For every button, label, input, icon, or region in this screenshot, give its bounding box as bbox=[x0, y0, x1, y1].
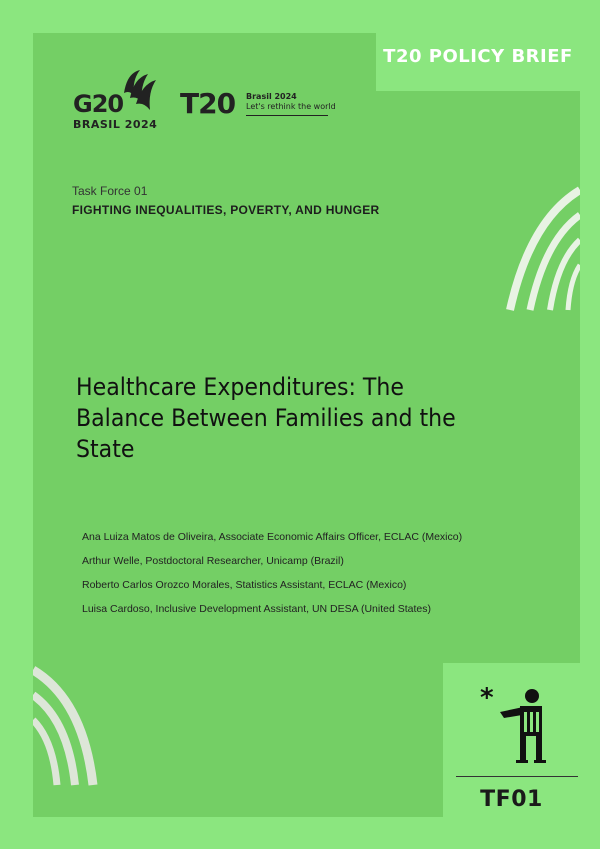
title-line: Healthcare Expenditures: The bbox=[76, 373, 404, 401]
task-force-theme: FIGHTING INEQUALITIES, POVERTY, AND HUNGER bbox=[72, 203, 380, 217]
author-item: Luisa Cardoso, Inclusive Development Assistant, UN DESA (United States) bbox=[82, 603, 431, 615]
svg-text:*: * bbox=[480, 684, 494, 713]
task-force-label: Task Force 01 bbox=[72, 184, 148, 198]
policy-brief-label: T20 POLICY BRIEF bbox=[383, 46, 573, 67]
document-title bbox=[76, 372, 481, 465]
t20-logo-rule bbox=[246, 115, 328, 116]
g20-logo-text: G20 bbox=[73, 90, 124, 118]
author-item: Arthur Welle, Postdoctoral Researcher, Unicamp (Brazil) bbox=[82, 555, 344, 567]
decorative-arcs-right-icon bbox=[490, 180, 580, 320]
author-item: Ana Luiza Matos de Oliveira, Associate Economic Affairs Officer, ECLAC (Mexico) bbox=[82, 531, 463, 543]
title-line: State bbox=[76, 435, 135, 463]
g20-logo-subtitle: BRASIL 2024 bbox=[73, 118, 158, 131]
t20-logo-brasil: Brasil 2024 bbox=[246, 92, 297, 101]
t20-logo-text: T20 bbox=[180, 87, 236, 120]
author-item: Roberto Carlos Orozco Morales, Statistics Assistant, ECLAC (Mexico) bbox=[82, 579, 407, 591]
author-list bbox=[82, 529, 462, 625]
decorative-arcs-left-icon bbox=[33, 660, 103, 790]
t20-logo-tagline: Let's rethink the world bbox=[246, 102, 336, 111]
task-force-figure-icon bbox=[480, 684, 548, 764]
task-force-rule bbox=[456, 776, 578, 777]
title-line: Balance Between Families and the bbox=[76, 404, 456, 432]
task-force-code: TF01 bbox=[480, 787, 543, 812]
